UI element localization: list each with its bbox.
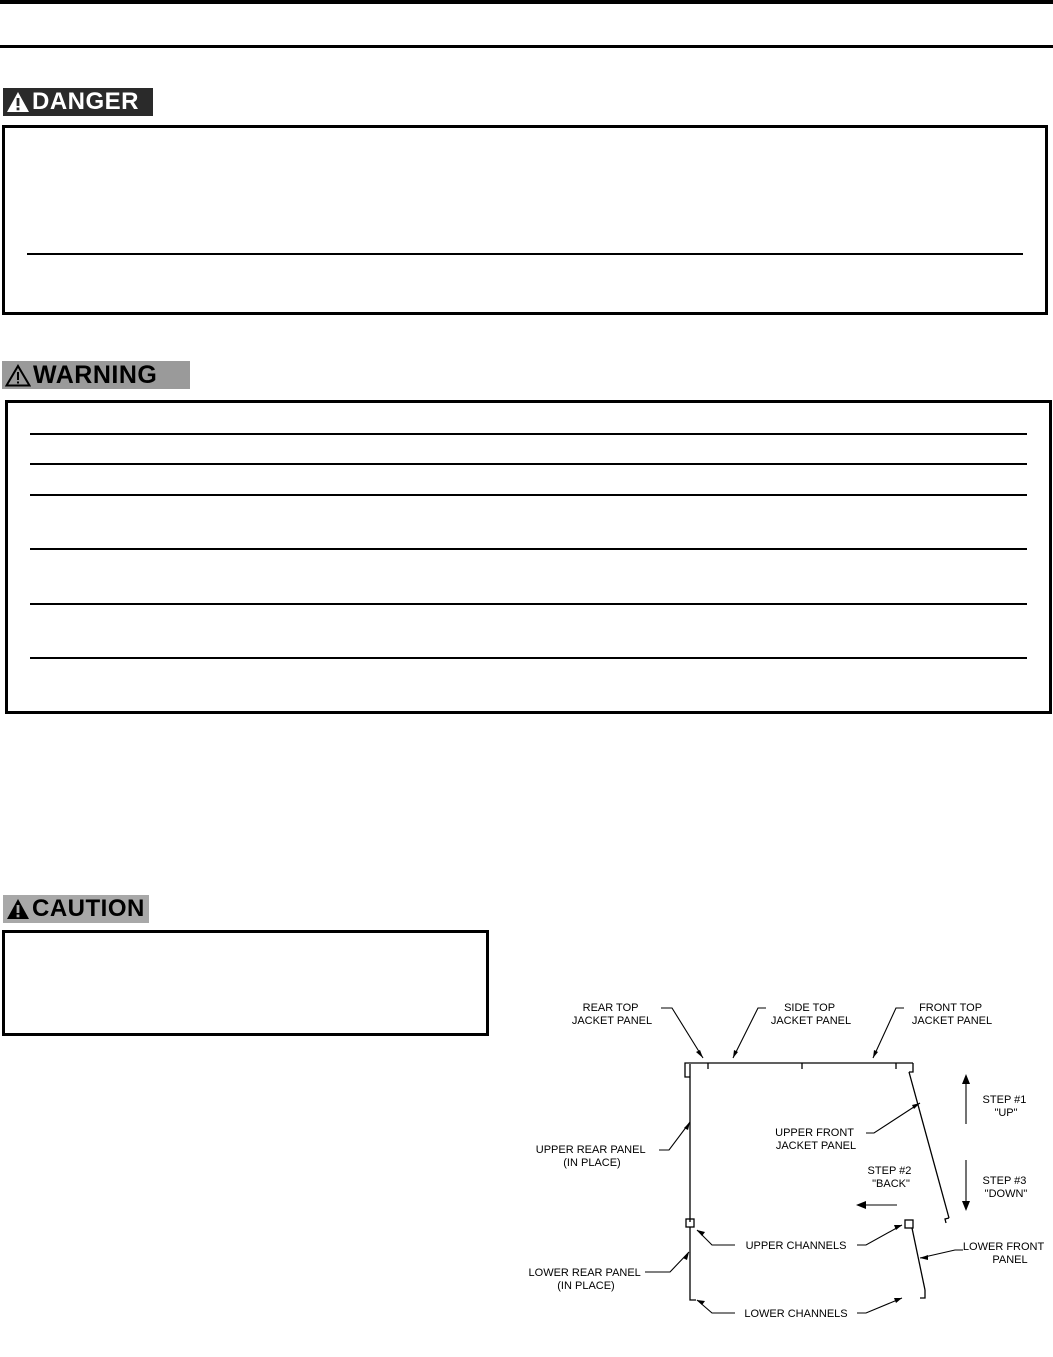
step2-label: STEP #2 "BACK" — [867, 1165, 912, 1190]
warning-label — [2, 361, 190, 389]
danger-box-divider — [27, 253, 1023, 255]
upper-front-leader — [866, 1103, 920, 1133]
warning-triangle-icon — [6, 91, 30, 113]
lower-front-label: LOWER FRONT PANEL — [962, 1241, 1045, 1266]
step3-label: STEP #3 "DOWN" — [982, 1175, 1028, 1200]
danger-label — [3, 88, 153, 116]
warning-box-divider — [30, 433, 1027, 435]
jacket-panel-diagram — [520, 990, 1050, 1330]
front-top-leader — [873, 1008, 904, 1058]
danger-label-text: DANGER — [32, 88, 140, 115]
warning-box-divider — [30, 603, 1027, 605]
upper-front-label: UPPER FRONT JACKET PANEL — [775, 1127, 857, 1152]
warning-box-divider — [30, 494, 1027, 496]
caution-box — [2, 930, 489, 1036]
danger-box — [2, 125, 1048, 315]
warning-box-divider — [30, 657, 1027, 659]
caution-label — [3, 895, 149, 923]
warning-box-divider — [30, 463, 1027, 465]
rear-top-label: REAR TOP JACKET PANEL — [571, 1002, 653, 1027]
warning-triangle-icon — [6, 898, 30, 920]
step1-label: STEP #1 "UP" — [982, 1094, 1027, 1119]
lower-rear-label: LOWER REAR PANEL (IN PLACE) — [528, 1267, 641, 1292]
header-rule-top — [0, 0, 1053, 4]
upper-rear-leader — [659, 1122, 690, 1150]
caution-label-text: CAUTION — [32, 895, 145, 922]
upper-channels-label: UPPER CHANNELS — [745, 1240, 847, 1252]
warning-box — [5, 400, 1052, 714]
warning-triangle-outline-icon — [5, 364, 31, 387]
upper-rear-label: UPPER REAR PANEL (IN PLACE) — [535, 1144, 646, 1169]
header-rule-bottom — [0, 45, 1053, 48]
side-top-label: SIDE TOP JACKET PANEL — [770, 1002, 852, 1027]
front-top-label: FRONT TOP JACKET PANEL — [911, 1002, 993, 1027]
warning-label-text: WARNING — [33, 360, 158, 389]
lower-channels-label: LOWER CHANNELS — [744, 1308, 848, 1320]
warning-box-divider — [30, 548, 1027, 550]
lower-rear-leader — [645, 1252, 689, 1272]
rear-top-leader — [661, 1008, 703, 1058]
side-top-leader — [733, 1008, 766, 1058]
